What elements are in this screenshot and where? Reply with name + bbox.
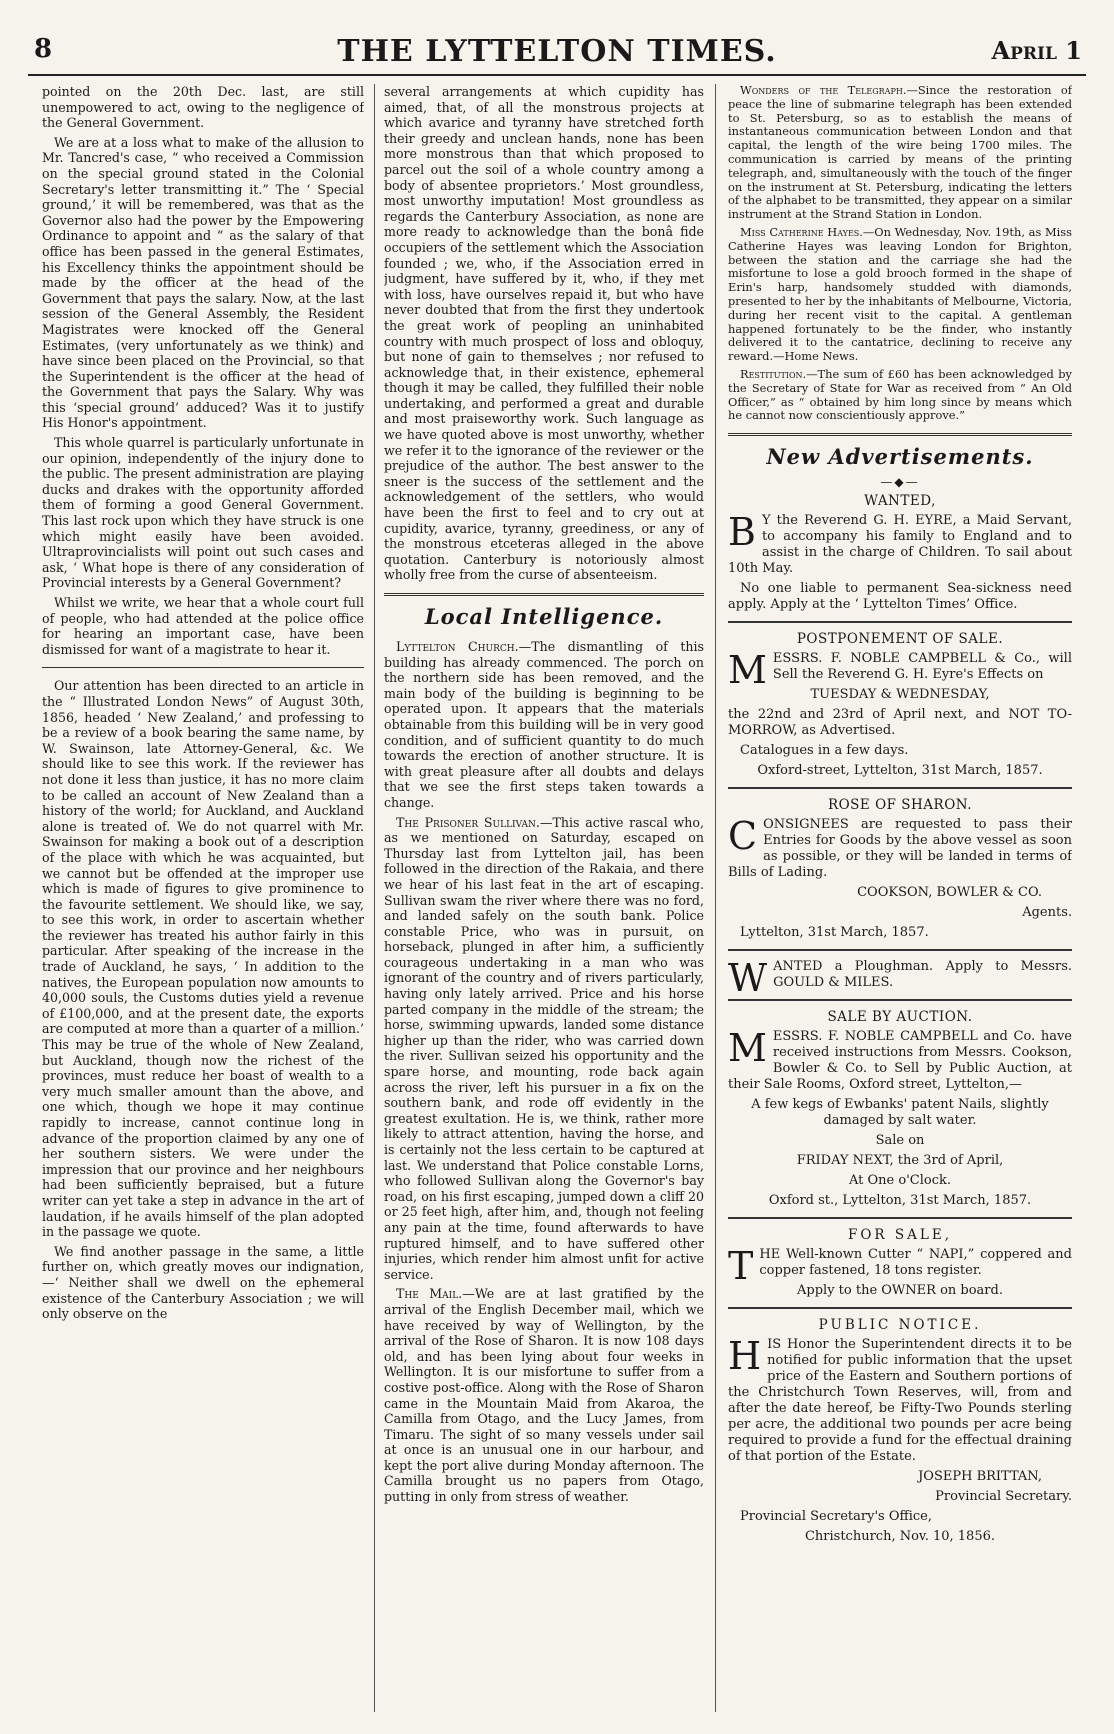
advert-ploughman xyxy=(728,956,1072,1001)
advert-item: A few kegs of Ewbanks' patent Nails, slightly damaged by salt water. xyxy=(751,1097,1049,1129)
news-item-church xyxy=(384,639,704,811)
advert-heading: POSTPONEMENT OF SALE. xyxy=(796,631,1004,648)
advert-body: WANTED a Ploughman. Apply to Messrs. GOULD & MILES. xyxy=(728,956,1072,1001)
drop-cap: M xyxy=(728,1026,767,1071)
drop-cap: H xyxy=(728,1334,762,1379)
advert-divider xyxy=(728,1217,1072,1219)
advert-date: Lyttelton, 31st March, 1857. xyxy=(740,925,929,941)
advert-body: B Y the Reverend G. H. EYRE, a Maid Servant, to accompany his family to England and to assist in the charge of Children. To sail about 10th May. xyxy=(728,510,1072,577)
drop-cap: M xyxy=(728,648,767,693)
advert-divider xyxy=(728,1307,1072,1309)
column-1 xyxy=(42,84,364,1712)
advert-auction xyxy=(728,1009,1072,1209)
advert-wanted-servant xyxy=(728,493,1072,613)
advert-divider xyxy=(728,621,1072,623)
advert-apply: Apply to the OWNER on board. xyxy=(797,1283,1003,1299)
advert-signature: COOKSON, BOWLER & CO. xyxy=(857,885,1042,901)
item-lead: Wonders of the Telegraph. xyxy=(740,84,907,97)
paper-title: THE LYTTELTON TIMES. xyxy=(337,34,777,69)
advert-role: Provincial Secretary. xyxy=(935,1489,1072,1505)
advert-catalogues: Catalogues in a few days. xyxy=(740,743,909,759)
item-lead: The Prisoner Sullivan. xyxy=(396,814,540,830)
advert-divider xyxy=(728,787,1072,789)
ornament-icon: —◆— xyxy=(880,475,920,490)
advert-body: MESSRS. F. NOBLE CAMPBELL & Co., will Sell the Reverend G. H. Eyre's Effects on xyxy=(728,648,1072,693)
item-text: —We are at last gratified by the arrival of the English December mail, which we have received by way of Wellington, by the arrival of the Rose of Sharon. It is now 108 days old, and has been lying about four weeks in Wellington. It is our misfortune to suffer from a costive post-office. Along with the Rose of Sharon came in the Mountain Maid from Akaroa, the Camilla from Otago, and the Lucy James, from Timaru. The sight of so many vessels under sail at once is an unusual one in our harbour, and kept the port alive during Monday afternoon. The Camilla brought us no papers from Otago, putting in only from stress of weather. xyxy=(384,1286,704,1505)
advert-days: TUESDAY & WEDNESDAY, xyxy=(810,687,990,703)
section-divider xyxy=(728,433,1072,436)
advert-address: Oxford st., Lyttelton, 31st March, 1857. xyxy=(768,1193,1032,1209)
advert-address: Oxford-street, Lyttelton, 31st March, 1857. xyxy=(757,763,1043,779)
advert-signature: JOSEPH BRITTAN, xyxy=(918,1469,1042,1485)
item-lead: Miss Catherine Hayes. xyxy=(740,224,863,239)
advert-heading: PUBLIC NOTICE. xyxy=(818,1317,982,1334)
advert-heading: SALE BY AUCTION. xyxy=(827,1009,973,1026)
advert-body: MESSRS. F. NOBLE CAMPBELL and Co. have received instructions from Messrs. Cookson, Bowler & Co. to Sell by Public Auction, at their Sale Rooms, Oxford street, Lyttelton,— xyxy=(728,1026,1072,1093)
news-item-hayes xyxy=(728,226,1072,364)
section-heading-new-advertisements: New Advertisements. xyxy=(766,444,1034,470)
masthead xyxy=(28,28,1086,76)
advert-date: Christchurch, Nov. 10, 1856. xyxy=(804,1529,996,1545)
item-text: —The sum of £60 has been acknowledged by the Secretary of State for War as received from “ An Old Officer,” as “ obtained by him long since by means which he cannot now conscientiously approve.” xyxy=(728,366,1072,423)
advert-divider xyxy=(728,999,1072,1001)
advert-office: Provincial Secretary's Office, xyxy=(740,1509,932,1525)
item-lead: Lyttelton Church. xyxy=(396,639,519,654)
news-item-restitution xyxy=(728,368,1072,423)
column-rule xyxy=(715,84,716,1712)
advert-public-notice xyxy=(728,1317,1072,1545)
advert-rose-of-sharon xyxy=(728,797,1072,941)
page-number: 8 xyxy=(34,34,53,64)
advert-body: THE Well-known Cutter “ NAPI,” coppered and copper fastened, 18 tons register. xyxy=(728,1244,1072,1289)
item-text: —This active rascal who, as we mentioned on Saturday, escaped on Thursday last from Lyttelton jail, has been followed in the direction of the Rakaia, and there we hear of his last feat in the art of escaping. Sullivan swam the river where there was no ford, and landed safely on the south bank. Police constable Price, who was in pursuit, on horseback, plunged in after him, a sufficiently courageous undertaking in a man who was ignorant of the country and of rivers particularly, having only lately arrived. Price and his horse parted company in the middle of the stream; the horse, swimming upwards, landed some distance higher up than the rider, who was carried down the river. Sullivan seized his opportunity and the spare horse, and mounting, rode back again across the river, left his pursuer in a fix on the southern bank, and rode off evidently in the greatest exultation. He is, we think, rather more likely to attract attention, having the horse, and is certainly not the less certain to be captured at last. We understand that Police constable Lorns, who followed Sullivan along the Governor's bay road, on his first escaping, jumped down a cliff 20 or 25 feet high, after him, and, though not feeling any pain at the time, found afterwards to have ruptured himself, and to have suffered other injuries, which render him almost unfit for active service. xyxy=(384,814,704,1282)
article-divider xyxy=(42,667,364,668)
item-text: —Since the restoration of peace the line of submarine telegraph has been extended to St. Petersburg, so as to establish the means of instantaneous communication between London and that capital, the length of the wire being 1700 miles. The communication is carried by means of the printing telegraph, and, simultaneously with the touch of the finger on the instrument at St. Petersburg, indicating the letters of the alphabet to be transmitted, they appear on a similar instrument at the Strand Station in London. xyxy=(728,84,1072,222)
column-3 xyxy=(728,84,1072,1712)
advert-heading: WANTED, xyxy=(864,493,936,510)
advert-note: No one liable to permanent Sea-sickness need apply. Apply at the ‘ Lyttelton Times’ Office. xyxy=(728,581,1072,613)
column-2 xyxy=(384,84,704,1712)
advert-day: FRIDAY NEXT, the 3rd of April, xyxy=(796,1153,1004,1169)
advert-time: At One o'Clock. xyxy=(849,1173,951,1189)
drop-cap: B xyxy=(728,510,756,555)
advert-postponement xyxy=(728,631,1072,779)
drop-cap: W xyxy=(728,956,768,1001)
advert-sale: Sale on xyxy=(875,1133,925,1149)
article-paragraph: This whole quarrel is particularly unfortunate in our opinion, independently of the injury done to the public. The present administration are playing ducks and drakes with the opportunity afforded them of forming a good General Government. This last rock upon which they have struck is one which might easily have been avoided. Ultraprovincialists will point out such cases and ask, ‘ What hope is there of any consideration of Provincial interests by a General Government? xyxy=(42,435,364,591)
advert-role: Agents. xyxy=(1022,905,1072,921)
column-rule xyxy=(374,84,375,1712)
drop-cap: C xyxy=(728,814,758,859)
item-lead: Restitution. xyxy=(740,366,807,381)
section-divider xyxy=(384,593,704,596)
item-lead: The Mail. xyxy=(396,1286,463,1302)
news-briefs xyxy=(728,84,1072,423)
article-paragraph: Our attention has been directed to an article in the “ Illustrated London News” of August 30th, 1856, headed ‘ New Zealand,’ and professing to be a review of a book bearing the same name, by W. Swainson, late Attorney-General, &c. We should like to see this work. If the reviewer has not done it less than justice, it has no more claim to be called an account of New Zealand than a history of the world; for Auckland, and Auckland alone is treated of. We do not quarrel with Mr. Swainson for making a book out of a description of the place with which he was acquainted, but we cannot but be offended at the improper use which is made of figures to give prominence to the favourite settlement. We should like, we say, to see this work, in order to ascertain whether the reviewer has treated his author fairly in this particular. After speaking of the increase in the trade of Auckland, he says, ‘ In addition to the natives, the European population now amounts to 40,000 souls, the Customs duties yield a revenue of £100,000, and at the present date, the exports are computed at more than a quarter of a million.’ This may be true of the whole of New Zealand, but Auckland, though now the richest of the provinces, must reduce her boast of wealth to a very much smaller amount than the above, and one which, though we hope it may continue rapidly to increase, cannot continue long in advance of the proportion claimed by any one of her southern sisters. We were under the impression that our province and her neighbours had been sufficiently bepraised, but a future writer can yet take a step in advance in the art of laudation, if he avails himself of the plan adopted in the passage we quote. xyxy=(42,678,364,1240)
news-item-prisoner xyxy=(384,815,704,1283)
advert-heading: ROSE OF SHARON. xyxy=(827,797,973,814)
article-paragraph: several arrangements at which cupidity has aimed, that, of all the monstrous projects at which avarice and tyranny have stretched forth their greedy and unclean hands, none has been more monstrous than that which proposed to parcel out the soil of a whole country among a body of absentee proprietors.’ Most groundless, most unworthy imputation! Most groundless as regards the Canterbury Association, as none are more ready to acknowledge than the bonâ fide occupiers of the settlement which the Association founded ; we, who, if the Association erred in judgment, have suffered by it, who, if they met with loss, have ourselves repaid it, but who have never doubted that from the first they undertook the great work of peopling an uninhabited country with much prospect of loss and obloquy, but none of gain to themselves ; nor refused to acknowledge that, in their existence, ephemeral though it may be called, they fulfilled their noble undertaking, and performed a great and durable and most praiseworthy work. Such language as we have quoted above is most unworthy, whether we refer it to the ignorance of the reviewer or the prejudice of the author. The best answer to the sneer is the success of the settlement and the acknowledgement of the settlers, who would have been the first to feel and to cry out at cupidity, avarice, tyranny, greediness, or any of the monstrous etceteras alleged in the above quotation. Canterbury is notoriously almost wholly free from the curse of absenteeism. xyxy=(384,84,704,583)
advert-body: CONSIGNEES are requested to pass their Entries for Goods by the above vessel as soon as possible, or they will be landed in terms of Bills of Lading. xyxy=(728,814,1072,881)
advert-dates: the 22nd and 23rd of April next, and NOT TO-MORROW, as Advertised. xyxy=(728,707,1072,739)
news-item-mail xyxy=(384,1286,704,1504)
advert-heading: FOR SALE, xyxy=(848,1227,952,1244)
article-paragraph: We find another passage in the same, a little further on, which greatly moves our indignation,—‘ Neither shall we dwell on the ephemeral existence of the Canterbury Association ; we will only observe on the xyxy=(42,1243,364,1322)
advert-body: HIS Honor the Superintendent directs it to be notified for public information that the upset price of the Eastern and Southern portions of the Christchurch Town Reserves, will, from and after the date hereof, be Fifty-Two Pounds sterling per acre, the additional two pounds per acre being required to provide a fund for the effectual draining of that portion of the Estate. xyxy=(728,1334,1072,1465)
article-paragraph: Whilst we write, we hear that a whole court full of people, who had attended at the police office for hearing an important case, have been dismissed for want of a magistrate to hear it. xyxy=(42,595,364,657)
article-paragraph: pointed on the 20th Dec. last, are still unempowered to act, owing to the negligence of the General Government. xyxy=(42,84,364,131)
issue-date: April 1 xyxy=(991,36,1082,65)
news-item-telegraph xyxy=(728,84,1072,222)
advert-for-sale xyxy=(728,1227,1072,1299)
section-heading-local-intelligence: Local Intelligence. xyxy=(424,604,664,629)
item-text: —The dismantling of this building has already commenced. The porch on the northern side has been removed, and the main body of the building is beginning to be operated upon. It appears that the materials obtainable from this building will be in very good condition, and of sufficient quantity to do much towards the erection of another structure. It is with great pleasure after all doubts and delays that we see the first steps taken towards a change. xyxy=(384,639,704,810)
drop-cap: T xyxy=(728,1244,754,1289)
article-paragraph: We are at a loss what to make of the allusion to Mr. Tancred's case, “ who received a Commission on the special ground stated in the Colonial Secretary's letter transmitting it.” The ‘ Special ground,’ it will be remembered, was that as the Governor also had the power by the Empowering Ordinance to appoint and “ as the salary of that office has been passed in the general Estimates, his Excellency thinks the appointment should be made by the officer at the head of the Government that pays the salary. Now, at the last session of the General Assembly, the Resident Magistrates were knocked off the General Estimates, (very unfortunately as we think) and have since been placed on the Provincial, so that the Superintendent is the officer at the head of the Government that pays the Salary. Why was this ‘special ground’ adduced? Was it to justify His Honor's appointment. xyxy=(42,134,364,431)
item-text: —On Wednesday, Nov. 19th, as Miss Catherine Hayes was leaving London for Brighton, between the station and the carriage she had the misfortune to lose a gold brooch formed in the shape of Erin's harp, handsomely studded with diamonds, presented to her by the inhabitants of Melbourne, Victoria, during her recent visit to the capital. A gentleman happened fortunately to be the finder, who instantly delivered it to the cantatrice, declining to receive any reward.—Home News. xyxy=(728,224,1072,364)
advert-divider xyxy=(728,949,1072,951)
